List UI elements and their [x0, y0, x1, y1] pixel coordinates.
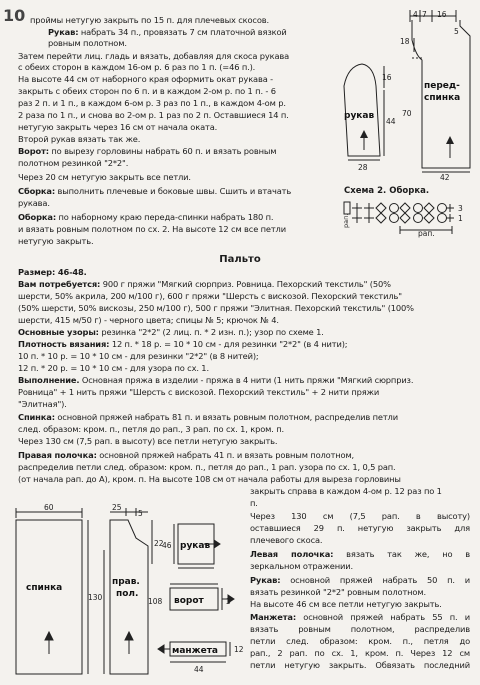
- label-prav: прав.: [112, 577, 140, 587]
- text-line: Ровница" + 1 нить пряжи "Шерсть с вискозой. Пехорский текстиль" + 2 нити пряжи: [18, 387, 380, 397]
- text-line: оставшиеся 29 п. нетугую закрыть для: [250, 523, 470, 533]
- dim-16: 16: [382, 73, 392, 82]
- dim-44: 44: [194, 665, 204, 674]
- text-line: 900 г пряжи "Мягкий сюрприз. Ровница. Пехорский текстиль" (50%: [100, 279, 391, 289]
- text-line: раз 2 п. и 1 п., в каждом 6-ом р. 3 раз по 1 п., в каждом 4-ом р.: [18, 98, 286, 108]
- text-line: резинка "2*2" (2 лиц. п. * 2 изн. п.); узор по схеме 1.: [98, 327, 324, 337]
- text-line: (от начала рап. до А), кром. п. На высоте 108 см от начала работы для выреза горловины: [18, 474, 401, 484]
- text-line: петли нетугую закрыть. Обвязать последний: [250, 660, 470, 670]
- text-line: ровным полотном.: [48, 38, 127, 48]
- density-label: Плотность вязания:: [18, 339, 110, 349]
- label-rukav: рукав: [180, 541, 211, 551]
- back-label: Спинка:: [18, 412, 55, 422]
- text-line: вязать ровным полотном, распределив: [250, 624, 470, 634]
- text-line: нетугую закрыть.: [18, 236, 94, 246]
- text-line: 10 п. * 10 р. = 10 * 10 см - для резинки "2*2" (в 8 нитей);: [18, 351, 259, 361]
- text-line: зеркальном отражении.: [250, 561, 354, 571]
- text-line: "Элитная").: [18, 399, 67, 409]
- dim-18: 18: [400, 37, 410, 46]
- text-line: нетугую закрыть через 16 см от начала оката.: [18, 122, 218, 132]
- text-line: Затем перейти лиц. гладь и вязать, добавляя для скоса рукава: [18, 51, 290, 61]
- vorot-label: Ворот:: [18, 146, 49, 156]
- dim-7: 7: [422, 10, 427, 19]
- text-line: плечевого скоса.: [250, 535, 323, 545]
- text-line: выполнить плечевые и боковые швы. Сшить и втачать: [55, 186, 292, 196]
- text-line: шерсти, 415 м/50 г) - черного цвета; спицы № 5; крючок № 4.: [18, 315, 279, 325]
- text-line: набрать 34 п., провязать 7 см платочной вязкой: [78, 27, 287, 37]
- dim-16-top: 16: [437, 10, 447, 19]
- text-line: Основная пряжа в изделии - пряжа в 4 нити (1 нить пряжи "Мягкий сюрприз.: [79, 375, 414, 385]
- text-line: вязать резинкой "2*2" ровным полотном.: [250, 587, 426, 597]
- dim-108: 108: [148, 597, 163, 606]
- oborka-label: Оборка:: [18, 212, 56, 222]
- row-number-1: 1: [458, 214, 463, 223]
- text-line: 12 п. * 18 р. = 10 * 10 см - для резинки "2*2" (в 4 нити);: [109, 339, 348, 349]
- text-line: На высоте 46 см все петли нетугую закрыть.: [250, 599, 442, 609]
- label-rukav: рукав: [344, 111, 375, 121]
- dim-70: 70: [402, 109, 412, 118]
- right-front-label: Правая полочка:: [18, 450, 97, 460]
- text-line: по вырезу горловины набрать 60 п. и вязать ровным: [48, 146, 277, 156]
- sleeve-label-2: Рукав:: [250, 575, 281, 585]
- label-spinka: спинка: [424, 93, 461, 103]
- dim-44: 44: [386, 117, 396, 126]
- text-line: рукава.: [18, 198, 50, 208]
- text-line: закрыть с обеих сторон по 6 п. и в каждом 2-ом р. по 1 п. - 6: [18, 86, 276, 96]
- patterns-label: Основные узоры:: [18, 327, 99, 337]
- text-line: распределив петли след. образом: кром. п., петля до рап., 1 рап. узора по сх. 1, 0,5 рап.: [18, 462, 396, 472]
- page-number: 10: [3, 6, 26, 25]
- text-line: с обеих сторон в каждом 16-ом р. 6 раз по 1 п. (=46 п.).: [18, 62, 256, 72]
- dim-3: 3: [226, 597, 231, 606]
- scheme-2-chart: [342, 198, 478, 238]
- section-title-palto: Пальто: [219, 254, 261, 265]
- text-line: п.: [250, 498, 258, 508]
- pattern-diagram-1: [338, 8, 480, 180]
- text-line: Через 130 см (7,5 рап. в высоту) все петли нетугую закрыть.: [18, 436, 278, 446]
- row-number-3: 3: [458, 204, 463, 213]
- dim-22: 22: [154, 539, 164, 548]
- text-line: Второй рукав вязать так же.: [18, 134, 141, 144]
- text-line: рап., 2 рап. по сх. 1, кром. п. Через 12 см: [250, 648, 470, 658]
- text-line: по наборному краю переда-спинки набрать 180 п.: [55, 212, 274, 222]
- need-label: Вам потребуется:: [18, 279, 101, 289]
- dim-60: 60: [44, 504, 54, 512]
- dim-28: 28: [358, 163, 368, 172]
- text-line: На высоте 44 см от наборного края оформить окат рукава -: [18, 74, 273, 84]
- text-line: основной пряжей набрать 55 п. и: [296, 612, 470, 622]
- dim-25: 25: [112, 504, 122, 512]
- text-line: и вязать ровным полотном по сх. 2. На высоте 12 см все петли: [18, 224, 286, 234]
- cuff-label: Манжета:: [250, 612, 296, 622]
- exec-label: Выполнение.: [18, 375, 80, 385]
- text-line: Через 130 см (7,5 рап. в высоту): [250, 511, 470, 521]
- dim-5: 5: [138, 509, 143, 518]
- sborka-label: Сборка:: [18, 186, 56, 196]
- text-line: основной пряжей набрать 50 п. и: [280, 575, 470, 585]
- text-line: след. образом: кром. п., петля до рап., 3 рап. по сх. 1, кром. п.: [18, 424, 284, 434]
- text-line: (50% шерсти, 50% вискозы, 250 м/100 г), 500 г пряжи "Элитная. Пехорский текстиль" (100%: [18, 303, 414, 313]
- text-line: вязать так же, но в: [333, 549, 470, 559]
- text-line: 12 п. * 20 р. = 10 * 10 см - для узора по сх. 1.: [18, 363, 209, 373]
- text-line: шерсти, 50% акрила, 200 м/100 г), 600 г пряжи "Шерсть с вискозой. Пехорский текстиль": [18, 291, 402, 301]
- size-line: Размер: 46-48.: [18, 267, 87, 277]
- left-front-label: Левая полочка:: [250, 549, 334, 559]
- text-line: Через 20 см нетугую закрыть все петли.: [18, 172, 191, 182]
- pattern-diagram-2: [8, 504, 248, 684]
- label-pol: пол.: [116, 589, 139, 599]
- dim-4: 4: [413, 10, 418, 19]
- label-spinka: спинка: [26, 583, 63, 593]
- scheme-2-title: Схема 2. Оборка.: [344, 186, 430, 196]
- dim-42: 42: [440, 173, 450, 180]
- dim-130: 130: [88, 593, 103, 602]
- text-line: закрыть справа в каждом 4-ом р. 12 раз по 1: [250, 486, 442, 496]
- label-pered: перед-: [424, 81, 460, 91]
- rap-bottom: рап.: [418, 229, 435, 238]
- dim-5: 5: [454, 27, 459, 36]
- label-vorot: ворот: [174, 596, 204, 606]
- text-line: основной пряжей набрать 41 п. и вязать ровным полотном,: [96, 450, 355, 460]
- text-line: петли след. образом: кром. п., петля до: [250, 636, 470, 646]
- text-line: основной пряжей набрать 81 п. и вязать ровным полотном, распределив петли: [54, 412, 398, 422]
- rap-left: рап.: [342, 213, 350, 228]
- sleeve-label: Рукав:: [48, 27, 79, 37]
- dim-12: 12: [234, 645, 244, 654]
- text-line: 2 раза по 1 п., и снова во 2-ом р. 1 раз по 2 п. Оставшиеся 14 п.: [18, 110, 289, 120]
- text-line: проймы нетугую закрыть по 15 п. для плечевых скосов.: [30, 15, 269, 25]
- dim-46: 46: [162, 541, 172, 550]
- label-manzheta: манжета: [172, 646, 218, 656]
- text-line: полотном резинкой "2*2".: [18, 158, 129, 168]
